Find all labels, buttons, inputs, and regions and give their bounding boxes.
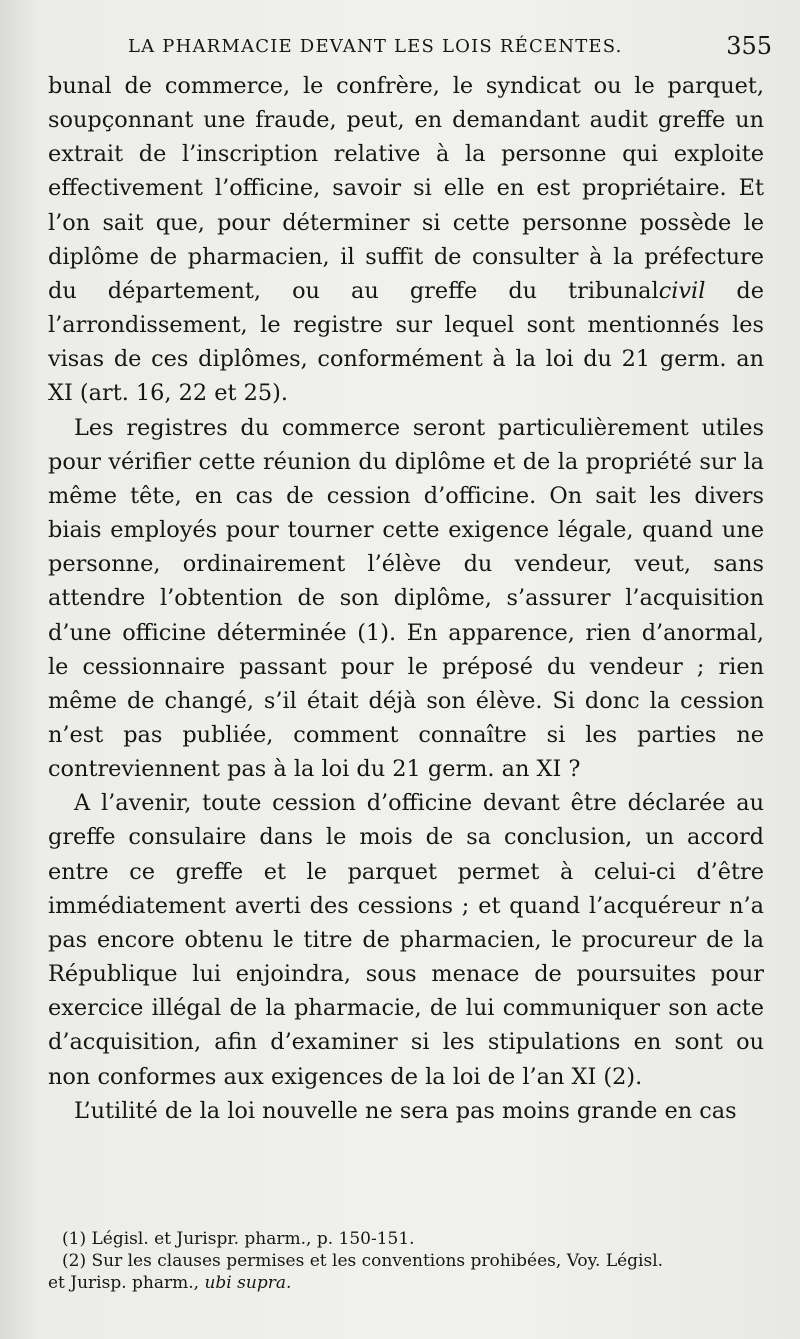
paragraph-3: A l’avenir, toute cession d’officine devant être déclarée au greffe consulaire dans le mois de sa conclusion, un accord entre ce greffe et le parquet permet à celui-ci d’être immédiatement averti des cessions ; et quand l’acquéreur n’a pas encore obtenu le titre de pharmacien, le procureur de la République lui enjoindra, sous menace de poursuites pour exercice illégal de la pharmacie, de lui communiquer son acte d’acquisition, afin d’examiner si les stipulations en sont ou non conformes aux exigences de la loi de l’an XI (2). bbox=[48, 790, 764, 1090]
paragraph-1-text: bunal de commerce, le confrère, le syndicat ou le parquet, soupçonnant une fraude, peut, en demandant audit greffe un extrait de l’inscription relative à la personne qui exploite effectivement l’officine, savoir si elle en est propriétaire. Et l’on sait que, pour déterminer si cette personne possède le diplôme de pharmacien, il suffit de consulter à la préfecture du département, ou au greffe du tribunal bbox=[48, 73, 764, 304]
paragraph-2: Les registres du commerce seront particulièrement utiles pour vérifier cette réunion du diplôme et de la propriété sur la même tête, en cas de cession d’officine. On sait les divers biais employés pour tourner cette exigence légale, quand une personne, ordinairement l’élève du vendeur, veut, sans attendre l’obtention de son diplôme, s’assurer l’acquisition d’une officine déterminée (1). En apparence, rien d’anormal, le cessionnaire passant pour le préposé du vendeur ; rien même de changé, s’il était déjà son élève. Si donc la cession n’est pas publiée, comment connaître si les parties ne contreviennent pas à la loi du 21 germ. an XI ? bbox=[48, 414, 764, 783]
paragraph-1-italic: civil bbox=[658, 277, 706, 304]
page-number: 355 bbox=[726, 32, 772, 60]
footnote-1: (1) Législ. et Jurispr. pharm., p. 150-151. bbox=[62, 1229, 415, 1249]
footnotes bbox=[48, 1228, 764, 1294]
paragraph-1 bbox=[48, 69, 764, 411]
paragraph-4: L’utilité de la loi nouvelle ne sera pas moins grande en cas bbox=[74, 1097, 737, 1124]
footnote-2-continuation bbox=[48, 1272, 764, 1294]
body-text bbox=[48, 69, 764, 1128]
footnote-2-continuation-text: et Jurisp. pharm., bbox=[48, 1273, 205, 1293]
running-head: LA PHARMACIE DEVANT LES LOIS RÉCENTES. bbox=[128, 36, 623, 57]
footnote-2: (2) Sur les clauses permises et les conventions prohibées, Voy. Législ. bbox=[62, 1251, 664, 1271]
footnote-2-italic: ubi supra. bbox=[204, 1273, 292, 1293]
paragraph-1-text-end: de l’arrondissement, le registre sur lequel sont mentionnés les visas de ces diplômes, conformément à la loi du 21 germ. an XI (art. 16, 22 et 25). bbox=[48, 277, 765, 407]
page-header bbox=[48, 32, 772, 64]
